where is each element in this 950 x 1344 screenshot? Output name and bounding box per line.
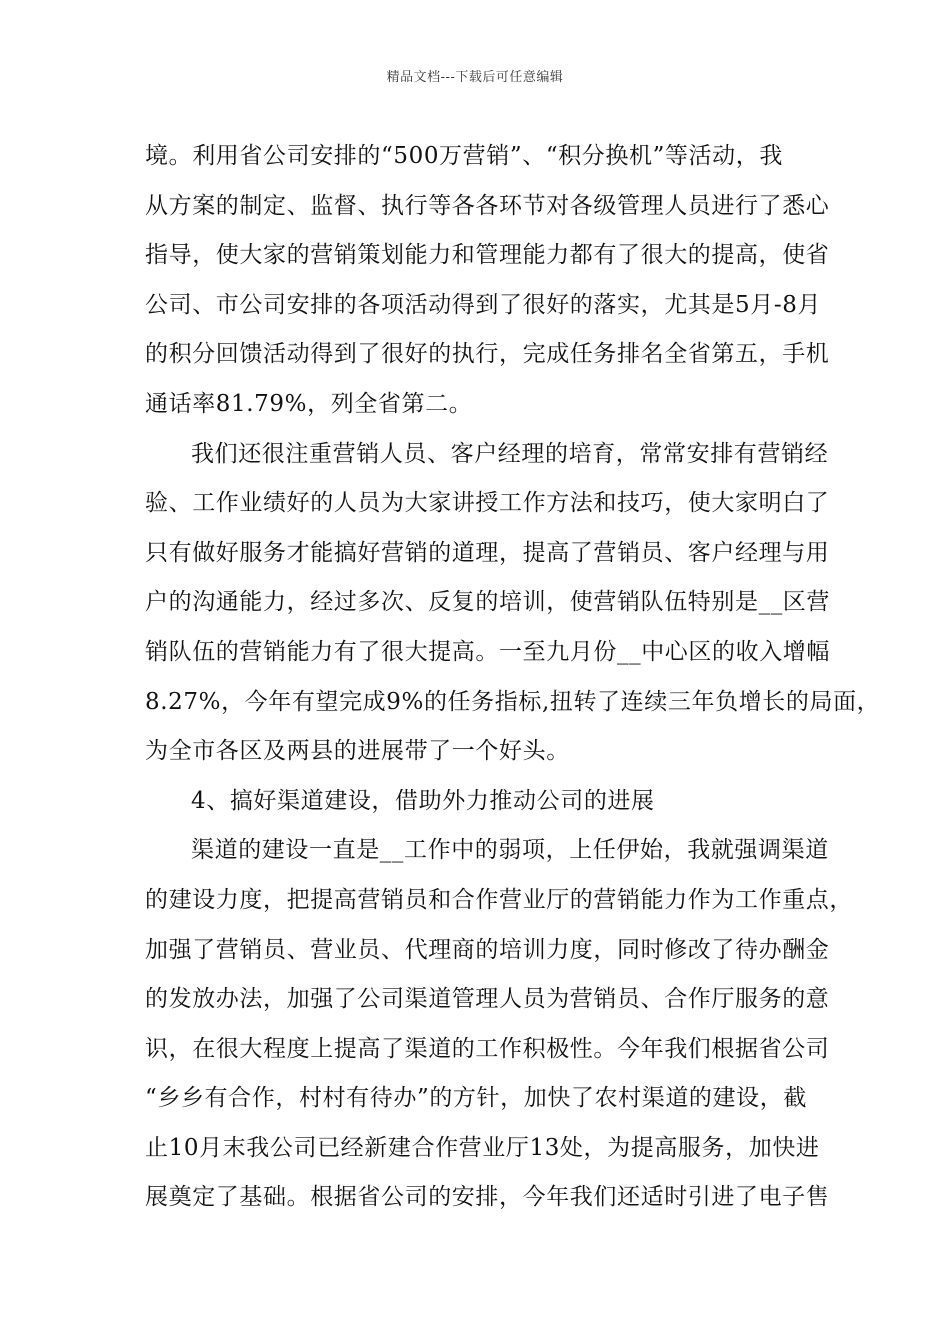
text-line: 通话率81.79%，列全省第二。 — [145, 390, 473, 417]
text-line: 识，在很大程度上提高了渠道的工作积极性。今年我们根据省公司 — [145, 1035, 830, 1062]
text-line: 8.27%，今年有望完成9%的任务指标,扭转了连续三年负增长的局面， — [145, 688, 881, 715]
text-line: 境。利用省公司安排的“500万营销”、“积分换机”等活动，我 — [145, 143, 783, 169]
document-body — [145, 132, 881, 1223]
text-line: 展奠定了基础。根据省公司的安排，今年我们还适时引进了电子售 — [145, 1184, 830, 1211]
paragraph-first-line: 渠道的建设一直是__工作中的弱项，上任伊始，我就强调渠道 — [191, 837, 829, 864]
text-line: 的发放办法，加强了公司渠道管理人员为营销员、合作厅服务的意 — [145, 986, 830, 1013]
text-line: 为全市各区及两县的进展带了一个好头。 — [145, 738, 570, 765]
text-line: 只有做好服务才能搞好营销的道理，提高了营销员、客户经理与用 — [145, 539, 830, 566]
text-line: 加强了营销员、营业员、代理商的培训力度，同时修改了待办酬金 — [145, 936, 830, 963]
text-line: 指导，使大家的营销策划能力和管理能力都有了很大的提高，使省 — [145, 242, 830, 269]
text-line: 户的沟通能力，经过多次、反复的培训，使营销队伍特别是__区营 — [145, 589, 830, 616]
text-line: 的建设力度，把提高营销员和合作营业厅的营销能力作为工作重点， — [145, 886, 853, 913]
text-line: 的积分回馈活动得到了很好的执行，完成任务排名全省第五，手机 — [145, 341, 830, 368]
text-line: 公司、市公司安排的各项活动得到了很好的落实，尤其是5月-8月 — [145, 291, 822, 318]
text-line: 验、工作业绩好的人员为大家讲授工作方法和技巧，使大家明白了 — [145, 490, 830, 517]
text-line: 从方案的制定、监督、执行等各各环节对各级管理人员进行了悉心 — [145, 192, 830, 219]
page-header: 精品文档---下载后可任意编辑 — [386, 70, 564, 85]
text-line: “乡乡有合作，村村有待办”的方针，加快了农村渠道的建设，截 — [145, 1085, 807, 1112]
text-line: 销队伍的营销能力有了很大提高。一至九月份__中心区的收入增幅 — [145, 638, 830, 665]
text-line: 止10月末我公司已经新建合作营业厅13处，为提高服务，加快进 — [145, 1134, 820, 1161]
section-heading: 4、搞好渠道建设，借助外力推动公司的进展 — [191, 787, 655, 814]
paragraph-first-line: 我们还很注重营销人员、客户经理的培育，常常安排有营销经 — [191, 440, 829, 467]
